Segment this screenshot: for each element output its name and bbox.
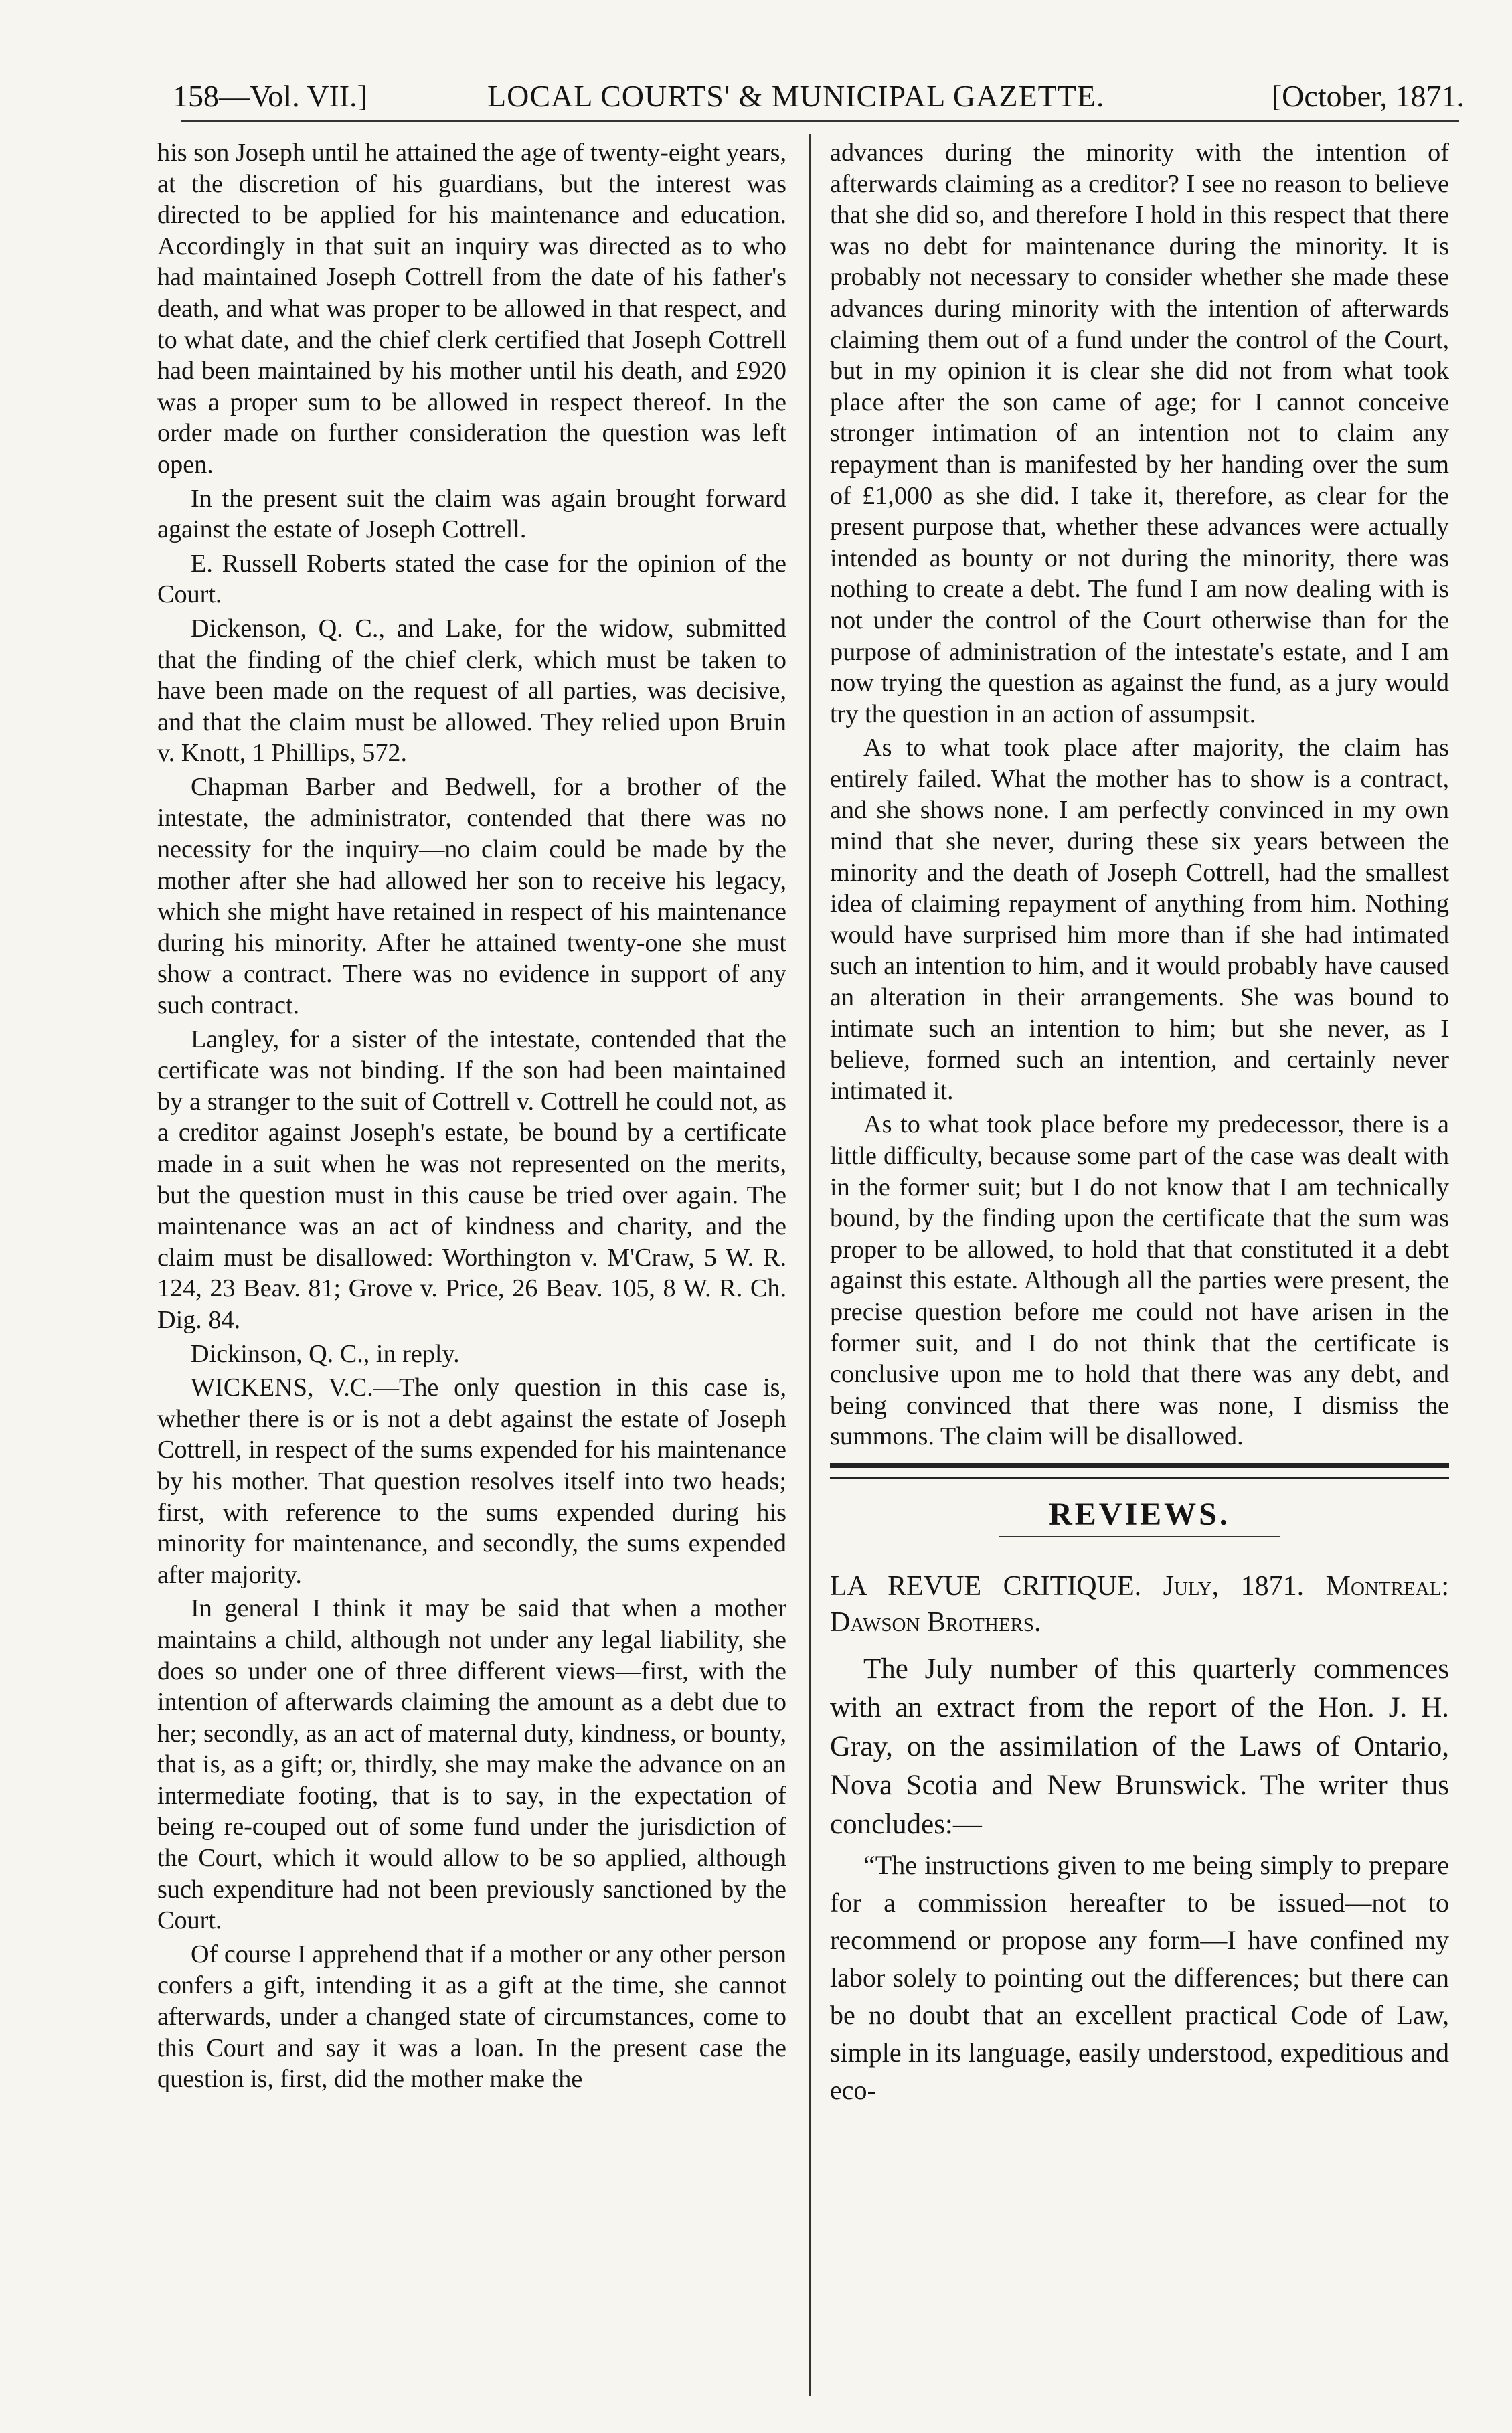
section-divider: [830, 1463, 1449, 1479]
page-header: [173, 72, 1464, 120]
left-column: [157, 137, 786, 2098]
right-column: [830, 137, 1449, 2112]
judgment-paragraph: WICKENS, V.C.—The only question in this case is, whether there is or is not a debt against the estate of Joseph Cottrell, in respect of the sums expended for his maintenance by his mother. That question resolves itself into two heads; first, with reference to the sums expended during his minority for maintenance, and secondly, the sums expended after majority.: [157, 1373, 786, 1589]
review-body: The July number of this quarterly commences with an extract from the report of the Hon. J. H. Gray, on the assimilation of the Laws of Ontario, Nova Scotia and New Brunswick. The writer thus concludes:—: [830, 1653, 1449, 1840]
paragraph: E. Russell Roberts stated the case for the opinion of the Court.: [157, 549, 786, 609]
paragraph: Dickinson, Q. C., in reply.: [191, 1339, 460, 1368]
page-volume: 158—Vol. VII.]: [173, 79, 367, 113]
column-divider: [809, 134, 811, 2396]
heading-rule: [999, 1536, 1280, 1537]
paragraph: Chapman Barber and Bedwell, for a brother of the intestate, the administrator, contended that there was no necessity for the inquiry—no claim could be made by the mother after she had allowed her son to receive his legacy, which she might have retained in respect of his maintenance during his minority. After he attained twenty-one she must show a contract. There was no evidence in support of any such contract.: [157, 772, 786, 1020]
paragraph: In general I think it may be said that when a mother maintains a child, although not under any legal liability, she does so under one of three different views—first, with the intention of afterwards claiming the amount as a debt due to her; secondly, as an act of maternal duty, kindness, or bounty, that is, as a gift; or, thirdly, she may make the advance on an intermediate footing, that is to say, in the expectation of being re-couped out of some fund under the jurisdiction of the Court, which it would allow to be so applied, although such expenditure had not been previously sanctioned by the Court.: [157, 1594, 786, 1935]
publication-title: LOCAL COURTS' & MUNICIPAL GAZETTE.: [487, 79, 1105, 113]
review-title: LA REVUE CRITIQUE. July, 1871. Montreal: Dawson Brothers.: [830, 1570, 1449, 1638]
reviews-heading: REVIEWS.: [1049, 1496, 1230, 1532]
paragraph: Langley, for a sister of the intestate, contended that the certificate was not binding. If the son had been maintained by a stranger to the suit of Cottrell v. Cottrell he could not, as a creditor against Joseph's estate, be bound by a certificate made in a suit when he was not represented on the merits, but the question must in this cause be tried over again. The maintenance was an act of kindness and charity, and the claim must be disallowed: Worthington v. M'Craw, 5 W. R. 124, 23 Beav. 81; Grove v. Price, 26 Beav. 105, 8 W. R. Ch. Dig. 84.: [157, 1025, 786, 1334]
paragraph: advances during the minority with the intention of afterwards claiming as a creditor? I see no reason to believe that she did so, and therefore I hold in this respect that there was no debt for maintenance during the minority. It is probably not necessary to consider whether she made these advances during minority with the intention of afterwards claiming them out of a fund under the control of the Court, but in my opinion it is clear she did not from what took place after the son came of age; for I cannot conceive stronger intimation of an intention not to claim any repayment than is manifested by her handing over the sum of £1,000 as she did. I take it, therefore, as clear for the present purpose that, whether these advances were actually intended as bounty or not during the minority, there was nothing to create a debt. The fund I am now dealing with is not under the control of the Court otherwise than for the purpose of administration of the intestate's estate, and I am now trying the question as against the fund, as a jury would try the question in an action of assumpsit.: [830, 139, 1449, 728]
issue-date: [October, 1871.: [1271, 79, 1464, 113]
paragraph: As to what took place before my predecessor, there is a little difficulty, because some part of the case was dealt with in the former suit; but I do not know that I am technically bound, by the finding upon the certificate that the sum was proper to be allowed, to hold that that constituted it a debt against this estate. Although all the parties were present, the precise question before me could not have arisen in the former suit, and I do not think that the certificate is conclusive upon me to hold that there was any debt, and being convinced that there was none, I dismiss the summons. The claim will be disallowed.: [830, 1110, 1449, 1451]
paragraph: In the present suit the claim was again brought forward against the estate of Joseph Cottrell.: [157, 484, 786, 544]
header-rule: [181, 120, 1459, 122]
paragraph: Of course I apprehend that if a mother or any other person confers a gift, intending it as a gift at the time, she cannot afterwards, under a changed state of circumstances, come to this Court and say it was a loan. In the present case the question is, first, did the mother make the: [157, 1940, 786, 2094]
review-quote: “The instructions given to me being simply to prepare for a commission hereafter to be issued—not to recommend or propose any form—I have confined my labor solely to pointing out the differences; but there can be no doubt that an excellent practical Code of Law, simple in its language, easily understood, expeditious and eco-: [830, 1849, 1449, 2105]
paragraph: As to what took place after majority, the claim has entirely failed. What the mother has to show is a contract, and she shows none. I am perfectly convinced in my own mind that she never, during these six years between the minority and the death of Joseph Cottrell, had the smallest idea of claiming repayment of anything from him. Nothing would have surprised him more than if she had intimated such an intention to him, and it would probably have caused an alteration in their arrangements. She was bound to intimate such an intention to him; but she never, as I believe, formed such an intention, and certainly never intimated it.: [830, 734, 1449, 1105]
paragraph: his son Joseph until he attained the age of twenty-eight years, at the discretion of his guardians, but the interest was directed to be applied for his maintenance and education. Accordingly in that suit an inquiry was directed as to who had maintained Joseph Cottrell from the date of his father's death, and what was proper to be allowed in that respect, and to what date, and the chief clerk certified that Joseph Cottrell had been maintained by his mother until his death, and £920 was a proper sum to be allowed in respect thereof. In the order made on further consideration the question was left open.: [157, 139, 786, 479]
paragraph: Dickenson, Q. C., and Lake, for the widow, submitted that the finding of the chief clerk, which must be taken to have been made on the request of all parties, was decisive, and that the claim must be allowed. They relied upon Bruin v. Knott, 1 Phillips, 572.: [157, 614, 786, 768]
